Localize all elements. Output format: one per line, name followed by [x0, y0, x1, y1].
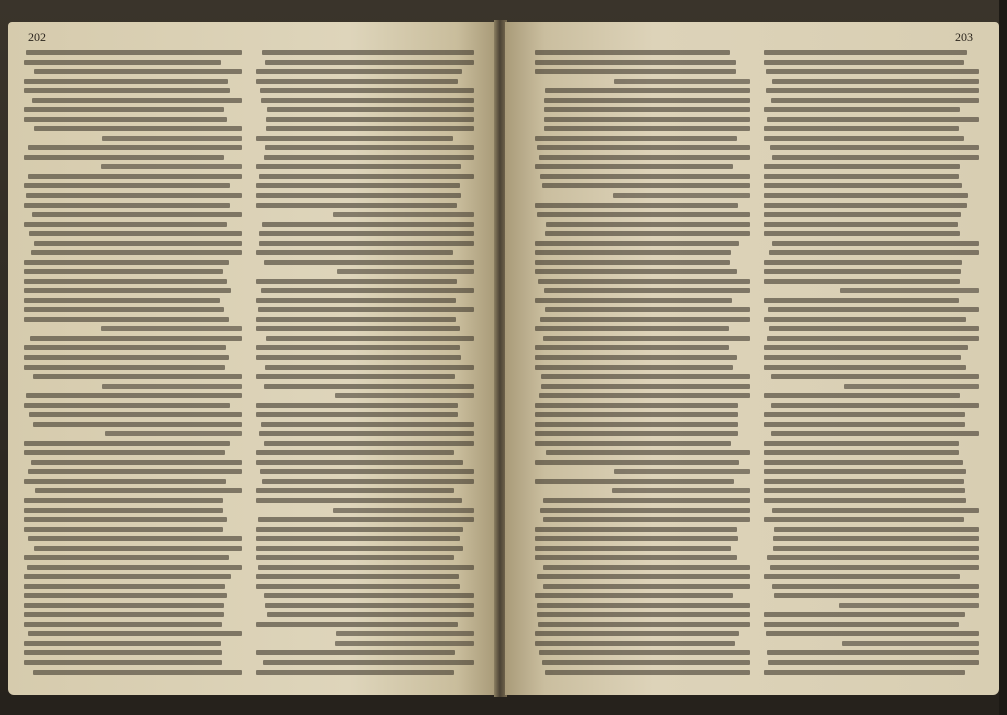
text-line: [535, 641, 735, 646]
text-line: [333, 508, 474, 513]
text-line: [24, 555, 229, 560]
text-line: [774, 527, 979, 532]
text-line: [545, 231, 750, 236]
text-line: [535, 69, 736, 74]
text-line: [256, 555, 454, 560]
text-line: [24, 622, 222, 627]
text-line: [535, 326, 729, 331]
text-line: [24, 155, 224, 160]
text-line: [24, 641, 221, 646]
text-line: [262, 50, 474, 55]
text-line: [256, 460, 463, 465]
left-column-1: [24, 50, 242, 675]
text-line: [256, 164, 461, 169]
text-line: [535, 546, 731, 551]
text-line: [31, 460, 242, 465]
text-line: [535, 250, 731, 255]
text-line: [764, 412, 965, 417]
text-line: [542, 183, 750, 188]
text-line: [102, 384, 242, 389]
text-line: [764, 317, 966, 322]
text-line: [766, 631, 979, 636]
text-line: [535, 365, 733, 370]
right-page: [505, 22, 999, 695]
text-line: [261, 288, 474, 293]
text-line: [764, 260, 962, 265]
text-line: [28, 631, 242, 636]
text-line: [256, 317, 456, 322]
text-line: [844, 384, 979, 389]
text-line: [544, 126, 750, 131]
text-line: [771, 431, 979, 436]
text-line: [24, 612, 224, 617]
text-line: [34, 546, 242, 551]
text-line: [258, 307, 474, 312]
text-line: [264, 441, 474, 446]
text-line: [24, 650, 222, 655]
text-line: [764, 355, 961, 360]
text-line: [764, 174, 959, 179]
text-line: [535, 593, 733, 598]
text-line: [771, 374, 979, 379]
text-line: [546, 222, 750, 227]
text-line: [764, 441, 959, 446]
text-line: [537, 574, 750, 579]
text-line: [764, 498, 966, 503]
text-line: [24, 441, 230, 446]
text-line: [259, 241, 474, 246]
text-line: [764, 193, 968, 198]
text-line: [262, 479, 474, 484]
text-line: [546, 450, 750, 455]
text-line: [256, 345, 460, 350]
text-line: [614, 469, 750, 474]
text-line: [764, 460, 963, 465]
left-column-2: [256, 50, 474, 675]
text-line: [769, 326, 979, 331]
text-line: [764, 450, 959, 455]
text-line: [540, 508, 750, 513]
text-line: [764, 365, 966, 370]
left-page-number: 202: [28, 30, 46, 44]
text-line: [764, 345, 968, 350]
text-line: [535, 60, 736, 65]
text-line: [256, 250, 453, 255]
text-line: [24, 574, 231, 579]
text-line: [24, 88, 230, 93]
text-line: [769, 250, 979, 255]
text-line: [264, 260, 474, 265]
text-line: [535, 479, 734, 484]
text-line: [260, 469, 474, 474]
text-line: [33, 670, 242, 675]
right-page-number: 203: [955, 30, 973, 44]
text-line: [544, 288, 750, 293]
text-line: [101, 326, 242, 331]
text-line: [24, 260, 229, 265]
text-line: [766, 69, 979, 74]
text-line: [267, 612, 474, 617]
text-line: [256, 650, 455, 655]
text-line: [535, 431, 738, 436]
text-line: [24, 307, 224, 312]
text-line: [256, 546, 463, 551]
text-line: [772, 584, 979, 589]
text-line: [535, 136, 737, 141]
text-line: [261, 98, 474, 103]
text-line: [256, 193, 461, 198]
text-line: [771, 403, 979, 408]
text-line: [537, 612, 750, 617]
text-line: [764, 164, 960, 169]
text-line: [24, 345, 226, 350]
text-line: [256, 79, 458, 84]
text-line: [764, 574, 960, 579]
text-line: [24, 117, 227, 122]
text-line: [540, 174, 750, 179]
text-line: [545, 307, 750, 312]
text-line: [33, 422, 242, 427]
text-line: [24, 222, 227, 227]
text-line: [336, 631, 474, 636]
text-line: [537, 603, 750, 608]
text-line: [24, 403, 230, 408]
text-line: [535, 345, 729, 350]
text-line: [773, 546, 979, 551]
text-line: [543, 565, 750, 570]
right-page-columns: [535, 50, 979, 675]
text-line: [764, 622, 959, 627]
text-line: [764, 60, 964, 65]
text-line: [256, 203, 457, 208]
text-line: [24, 517, 227, 522]
text-line: [764, 488, 965, 493]
text-line: [262, 222, 474, 227]
text-line: [764, 231, 960, 236]
text-line: [26, 193, 242, 198]
text-line: [30, 336, 242, 341]
text-line: [102, 136, 242, 141]
text-line: [764, 107, 960, 112]
text-line: [544, 98, 750, 103]
text-line: [266, 126, 474, 131]
text-line: [544, 117, 750, 122]
text-line: [764, 422, 965, 427]
text-line: [267, 107, 474, 112]
text-line: [535, 555, 737, 560]
text-line: [764, 212, 961, 217]
text-line: [541, 374, 750, 379]
text-line: [256, 412, 458, 417]
text-line: [34, 241, 242, 246]
text-line: [105, 431, 242, 436]
text-line: [772, 508, 979, 513]
text-line: [24, 593, 227, 598]
text-line: [24, 298, 220, 303]
text-line: [28, 145, 242, 150]
text-line: [535, 50, 730, 55]
text-line: [535, 355, 737, 360]
text-line: [840, 288, 979, 293]
text-line: [266, 336, 474, 341]
edge-shadow: [999, 0, 1007, 715]
text-line: [543, 517, 750, 522]
text-line: [535, 298, 732, 303]
text-line: [24, 317, 229, 322]
text-line: [768, 307, 979, 312]
text-line: [256, 488, 454, 493]
text-line: [28, 536, 242, 541]
text-line: [539, 650, 750, 655]
text-line: [541, 384, 750, 389]
text-line: [101, 164, 242, 169]
text-line: [256, 450, 454, 455]
text-line: [33, 374, 242, 379]
text-line: [768, 660, 979, 665]
text-line: [24, 288, 231, 293]
text-line: [256, 298, 456, 303]
text-line: [265, 365, 474, 370]
text-line: [29, 412, 242, 417]
text-line: [24, 203, 230, 208]
text-line: [767, 555, 979, 560]
text-line: [35, 488, 242, 493]
text-line: [259, 231, 474, 236]
text-line: [535, 527, 737, 532]
right-column-1: [535, 50, 750, 675]
text-line: [770, 565, 979, 570]
text-line: [764, 136, 964, 141]
text-line: [764, 222, 958, 227]
text-line: [764, 203, 967, 208]
text-line: [264, 593, 474, 598]
text-line: [256, 584, 460, 589]
text-line: [24, 527, 223, 532]
text-line: [24, 584, 225, 589]
text-line: [256, 326, 460, 331]
text-line: [612, 488, 750, 493]
text-line: [335, 393, 474, 398]
text-line: [24, 79, 228, 84]
text-line: [258, 517, 474, 522]
text-line: [256, 279, 457, 284]
text-line: [767, 117, 979, 122]
text-line: [764, 393, 960, 398]
text-line: [545, 670, 750, 675]
text-line: [258, 565, 474, 570]
text-line: [335, 641, 474, 646]
left-page: [8, 22, 496, 695]
left-page-columns: [24, 50, 474, 675]
text-line: [543, 584, 750, 589]
text-line: [771, 98, 979, 103]
text-line: [773, 536, 979, 541]
text-line: [764, 479, 964, 484]
text-line: [256, 136, 453, 141]
text-line: [764, 670, 965, 675]
text-line: [535, 269, 737, 274]
text-line: [24, 498, 223, 503]
text-line: [256, 355, 461, 360]
text-line: [766, 88, 979, 93]
text-line: [542, 660, 750, 665]
text-line: [29, 231, 242, 236]
text-line: [539, 393, 750, 398]
text-line: [535, 164, 733, 169]
text-line: [256, 574, 459, 579]
text-line: [764, 469, 966, 474]
text-line: [266, 117, 474, 122]
text-line: [614, 79, 750, 84]
text-line: [265, 60, 474, 65]
text-line: [24, 183, 230, 188]
text-line: [774, 593, 979, 598]
text-line: [770, 145, 979, 150]
text-line: [764, 269, 961, 274]
text-line: [28, 469, 242, 474]
text-line: [764, 183, 962, 188]
text-line: [535, 403, 738, 408]
text-line: [535, 241, 739, 246]
text-line: [764, 50, 967, 55]
text-line: [256, 670, 454, 675]
text-line: [26, 393, 242, 398]
text-line: [259, 174, 474, 179]
text-line: [31, 250, 242, 255]
text-line: [842, 641, 979, 646]
text-line: [256, 69, 462, 74]
text-line: [24, 450, 225, 455]
text-line: [264, 384, 474, 389]
text-line: [256, 498, 462, 503]
text-line: [261, 422, 474, 427]
text-line: [24, 355, 229, 360]
text-line: [256, 527, 463, 532]
text-line: [256, 183, 460, 188]
text-line: [333, 212, 474, 217]
text-line: [544, 107, 750, 112]
text-line: [764, 298, 959, 303]
text-line: [772, 155, 979, 160]
text-line: [537, 145, 750, 150]
text-line: [34, 126, 242, 131]
text-line: [24, 365, 225, 370]
text-line: [259, 431, 474, 436]
text-line: [24, 660, 222, 665]
text-line: [535, 203, 738, 208]
text-line: [24, 269, 223, 274]
text-line: [543, 336, 750, 341]
text-line: [24, 603, 224, 608]
text-line: [772, 79, 979, 84]
text-line: [337, 269, 474, 274]
text-line: [260, 88, 474, 93]
text-line: [772, 241, 979, 246]
text-line: [535, 460, 739, 465]
text-line: [535, 536, 738, 541]
text-line: [839, 603, 979, 608]
text-line: [764, 612, 965, 617]
text-line: [764, 279, 960, 284]
text-line: [535, 412, 738, 417]
text-line: [34, 69, 242, 74]
text-line: [32, 98, 242, 103]
text-line: [24, 279, 227, 284]
text-line: [537, 212, 750, 217]
text-line: [538, 279, 750, 284]
text-line: [256, 622, 458, 627]
text-line: [764, 517, 964, 522]
text-line: [535, 422, 738, 427]
text-line: [24, 60, 221, 65]
text-line: [540, 317, 750, 322]
text-line: [535, 260, 730, 265]
text-line: [256, 403, 458, 408]
text-line: [27, 565, 242, 570]
text-line: [24, 107, 224, 112]
text-line: [32, 212, 242, 217]
text-line: [535, 631, 739, 636]
text-line: [28, 174, 242, 179]
text-line: [613, 193, 750, 198]
text-line: [543, 498, 750, 503]
text-line: [24, 479, 226, 484]
text-line: [26, 50, 242, 55]
text-line: [764, 126, 959, 131]
text-line: [538, 622, 750, 627]
text-line: [256, 536, 460, 541]
text-line: [545, 88, 750, 93]
text-line: [265, 603, 474, 608]
text-line: [24, 508, 223, 513]
text-line: [264, 155, 474, 160]
text-line: [256, 374, 455, 379]
text-line: [539, 155, 750, 160]
right-column-2: [764, 50, 979, 675]
text-line: [767, 336, 979, 341]
text-line: [535, 441, 731, 446]
text-line: [265, 145, 474, 150]
text-line: [263, 660, 474, 665]
text-line: [767, 650, 979, 655]
